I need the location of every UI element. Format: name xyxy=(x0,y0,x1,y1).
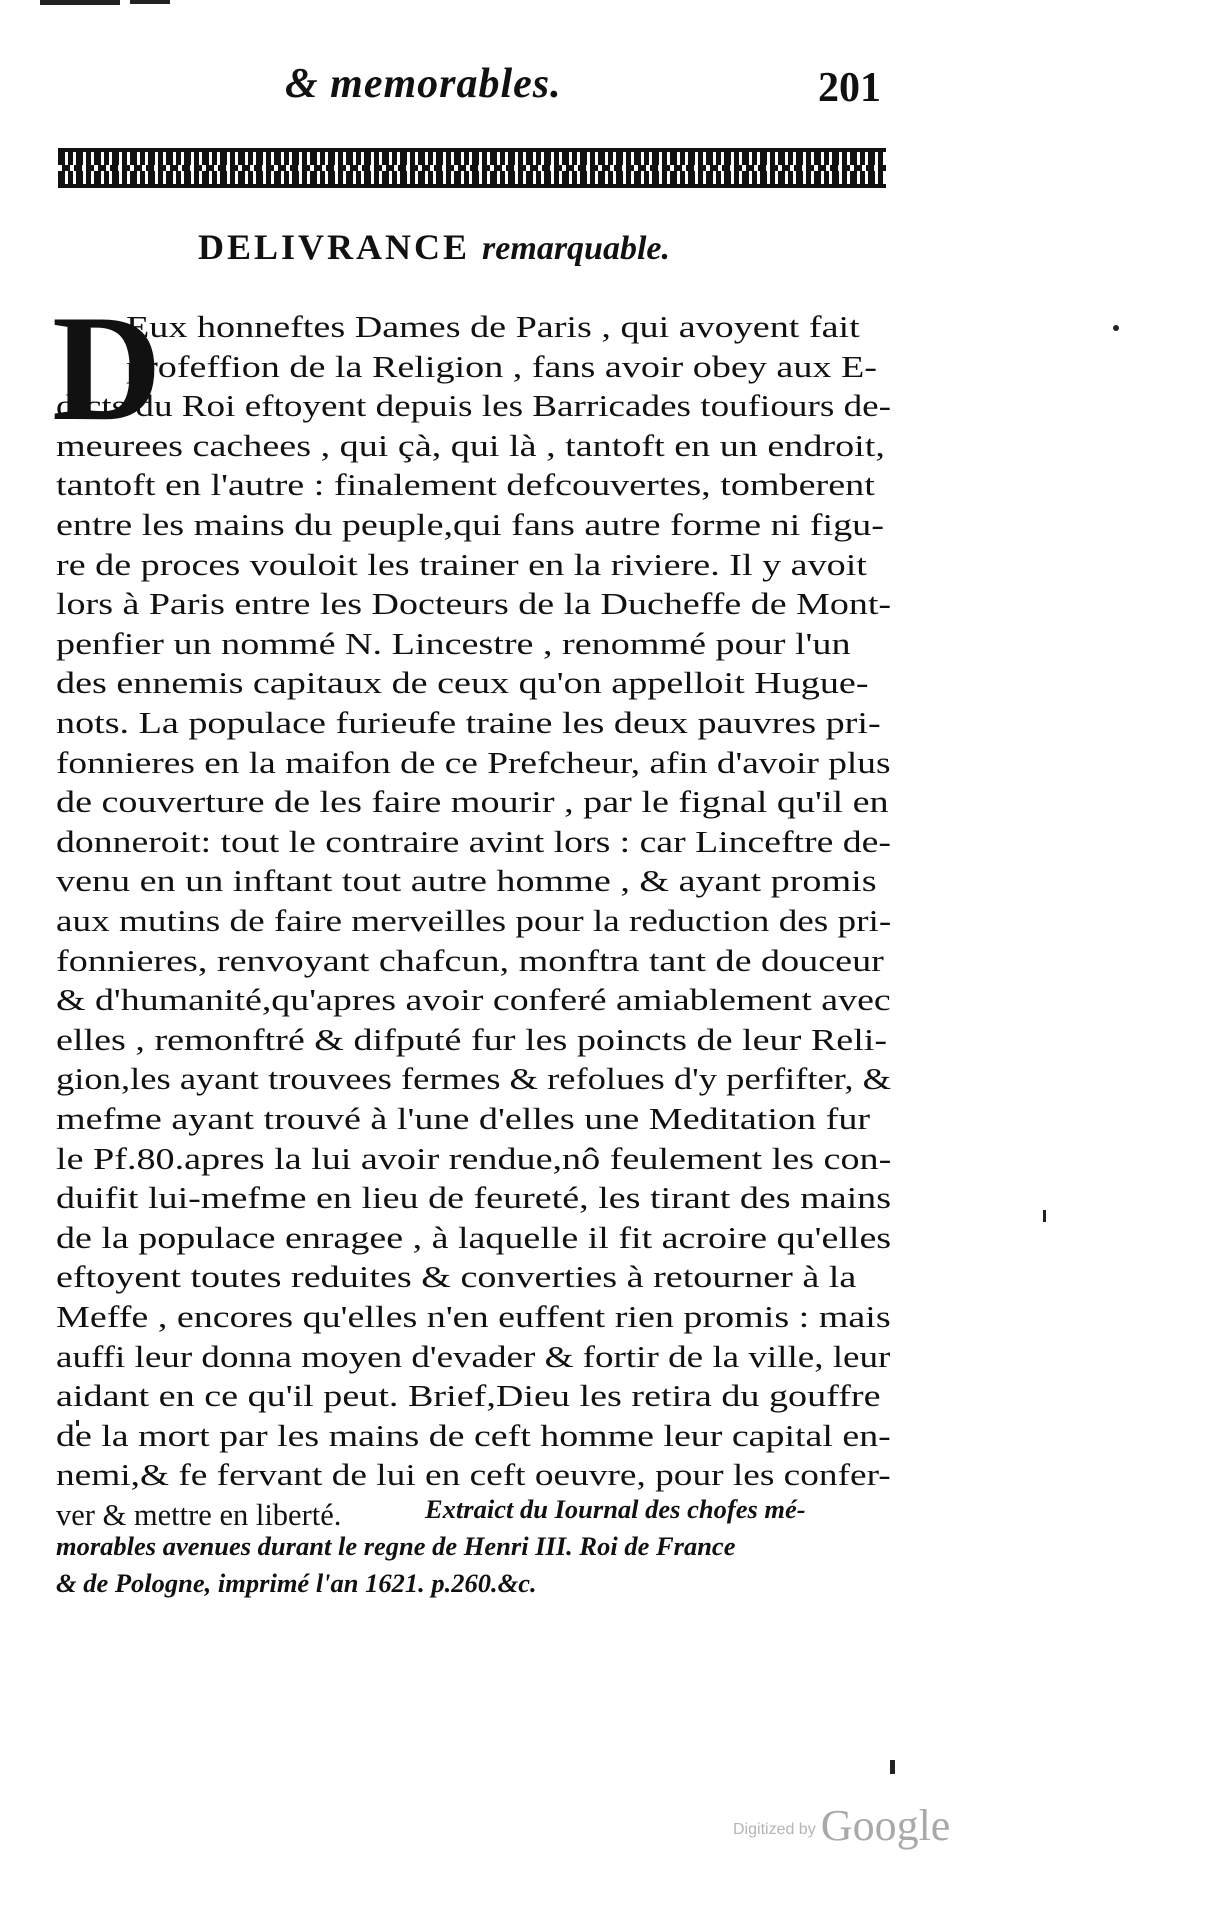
body-line: fonnieres, renvoyant chafcun, monftra tant de douceur xyxy=(56,943,884,978)
body-line: donneroit: tout le contraire avint lors : car Linceftre de- xyxy=(56,824,891,859)
watermark-prefix: Digitized by xyxy=(733,1821,816,1838)
body-line: de couverture de les faire mourir , par le fignal qu'il en xyxy=(56,785,889,820)
body-line: de la mort par les mains de ceft homme leur capital en- xyxy=(56,1418,891,1453)
body-line: mefme ayant trouvé à l'une d'elles une Meditation fur xyxy=(56,1102,871,1136)
body-line: & d'humanité,qu'apres avoir conferé amiablement avec xyxy=(56,983,891,1018)
body-line: Meffe , encores qu'elles n'en euffent rien promis : mais xyxy=(56,1300,891,1334)
section-title-caps: DELIVRANCE xyxy=(198,227,471,267)
body-line: venu en un inftant tout autre homme , & ayant promis xyxy=(56,864,877,899)
body-line: ver & mettre en liberté. xyxy=(56,1498,342,1532)
body-line: gion,les ayant trouvees fermes & refolues d'y perfifter, & xyxy=(56,1062,892,1097)
digitized-watermark xyxy=(733,1800,950,1851)
body-line: Eux honneftes Dames de Paris , qui avoyent fait xyxy=(126,310,860,344)
running-title: & memorables. xyxy=(285,61,562,107)
body-line: meurees cachees , qui çà, qui là , tantoft en un endroit, xyxy=(56,428,885,463)
body-line: nemi,& fe fervant de lui en ceft oeuvre, pour les confer- xyxy=(56,1458,891,1493)
body-line: penfier un nommé N. Lincestre , renommé pour l'un xyxy=(56,626,851,661)
body-line: fonnieres en la maifon de ce Prefcheur, afin d'avoir plus xyxy=(56,745,891,780)
body-line: des ennemis capitaux de ceux qu'on appelloit Hugue- xyxy=(56,666,869,701)
body-line: profeffion de la Religion , fans avoir obey aux E- xyxy=(126,349,877,384)
scan-speck xyxy=(1113,325,1119,331)
body-line: auffi leur donna moyen d'evader & fortir de la ville, leur xyxy=(56,1339,891,1374)
citation-line: & de Pologne, imprimé l'an 1621. p.260.&c. xyxy=(56,1568,537,1598)
body-line: tantoft en l'autre : finalement defcouvertes, tomberent xyxy=(56,468,875,503)
scan-edge-mark xyxy=(130,0,170,4)
body-line: duifit lui-mefme en lieu de feureté, les tirant des mains xyxy=(56,1181,892,1216)
body-line: aidant en ce qu'il peut. Brief,Dieu les retira du gouffre xyxy=(56,1379,881,1414)
drop-cap: D xyxy=(52,284,162,452)
citation-line: morables avenues durant le regne de Henri III. Roi de France xyxy=(56,1531,736,1561)
body-line: le Pf.80.apres la lui avoir rendue,nô feulement les con- xyxy=(56,1141,892,1176)
body-line: elles , remonftré & difputé fur les poincts de leur Reli- xyxy=(56,1022,888,1057)
scan-edge-mark xyxy=(40,0,120,5)
citation-line: Extraict du Iournal des chofes mé- xyxy=(425,1494,806,1524)
body-line: entre les mains du peuple,qui fans autre forme ni figu- xyxy=(56,508,884,542)
section-title xyxy=(198,226,670,268)
body-line: de la populace enragee , à laquelle il fit acroire qu'elles xyxy=(56,1220,892,1255)
body-line: lors à Paris entre les Docteurs de la Ducheffe de Mont- xyxy=(56,587,892,622)
body-line: re de proces vouloit les trainer en la riviere. Il y avoit xyxy=(56,547,867,582)
body-line: aux mutins de faire merveilles pour la reduction des pri- xyxy=(56,904,892,938)
scan-speck xyxy=(1043,1210,1046,1222)
ornamental-band xyxy=(58,148,886,188)
google-logo: Google xyxy=(820,1801,951,1850)
body-line: nots. La populace furieufe traine les deux pauvres pri- xyxy=(56,706,881,740)
body-line: eftoyent toutes reduites & converties à retourner à la xyxy=(56,1260,857,1295)
body-line: dicts du Roi eftoyent depuis les Barricades toufiours de- xyxy=(56,389,891,424)
section-title-italic: remarquable. xyxy=(482,230,670,267)
page-number: 201 xyxy=(818,65,881,111)
scan-speck xyxy=(890,1760,895,1774)
